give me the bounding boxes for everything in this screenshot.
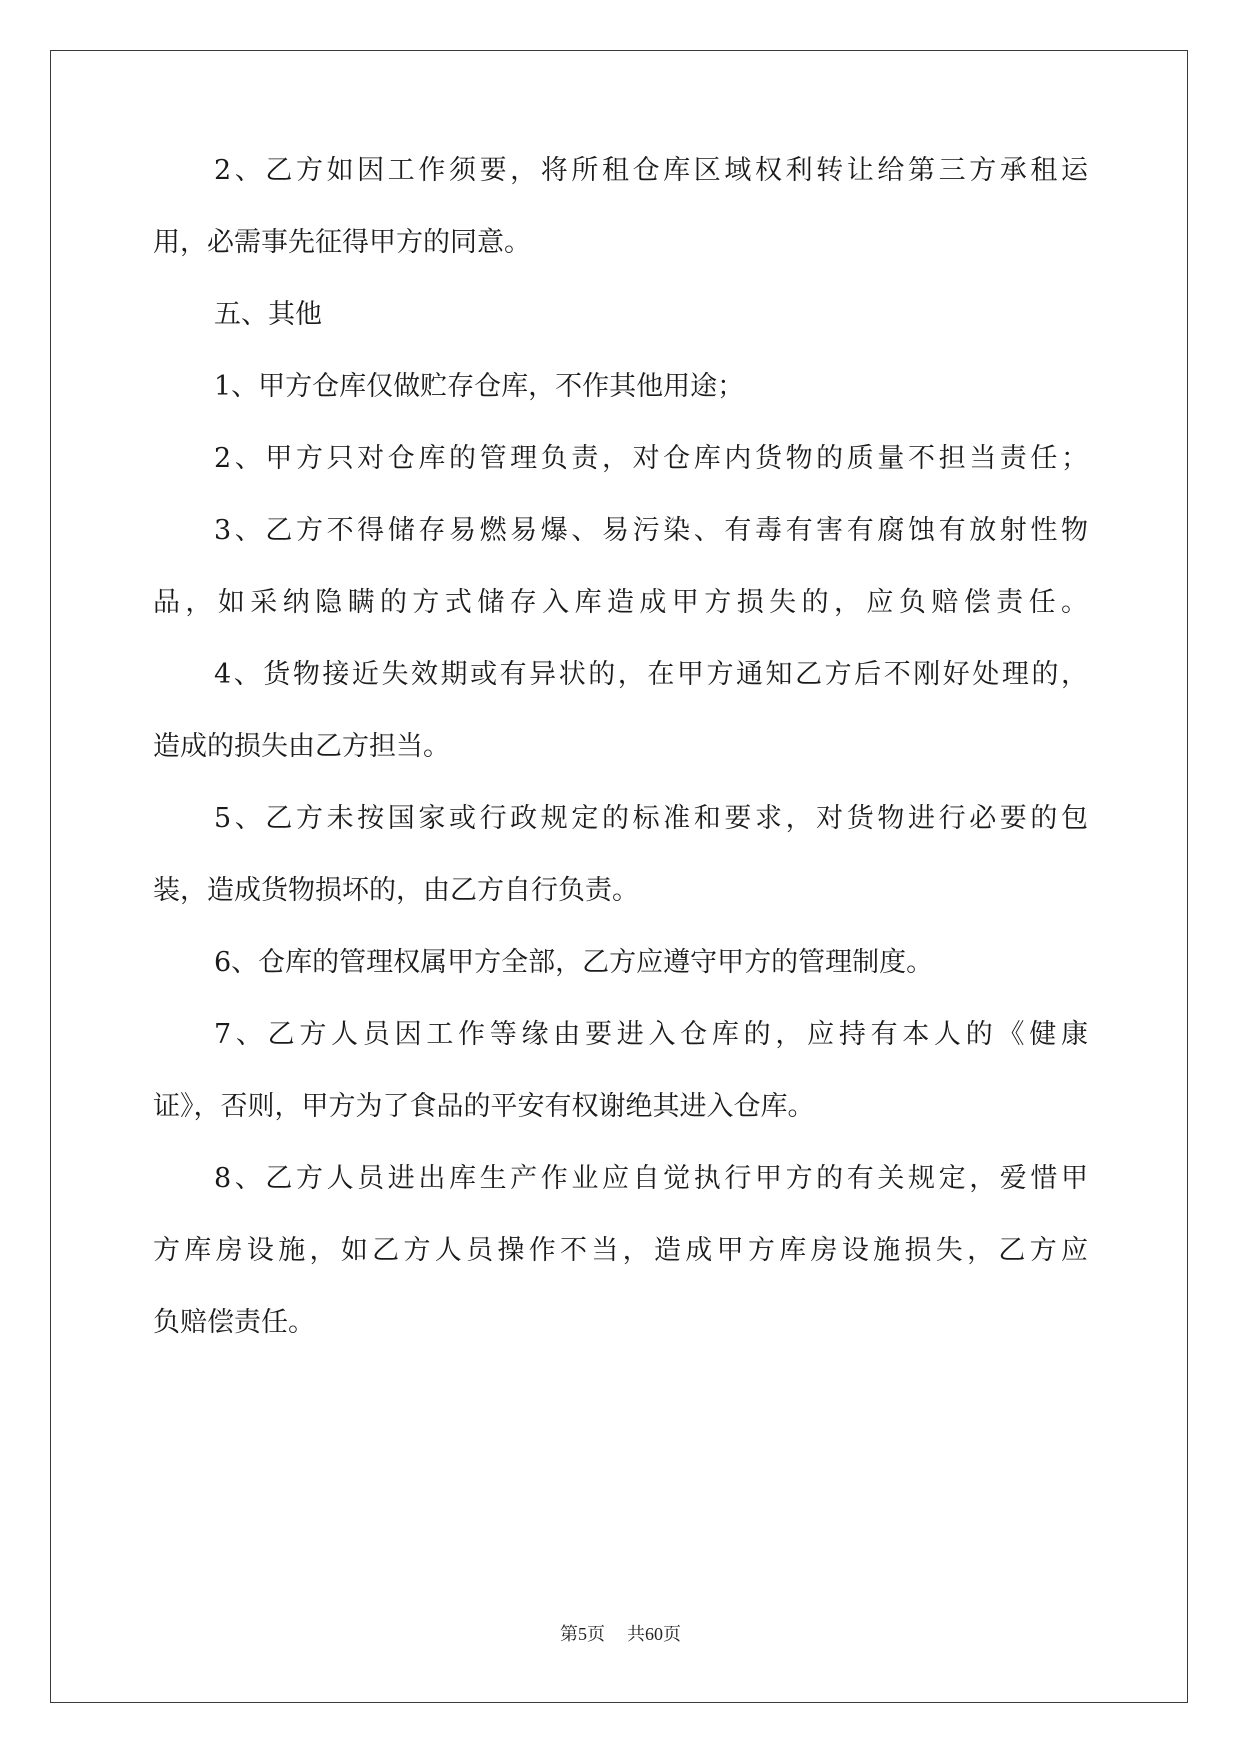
section-heading: 五、其他: [214, 299, 322, 330]
page-footer: [0, 1620, 1241, 1646]
paragraph-line: 7、乙方人员因工作等缘由要进入仓库的，应持有本人的《健康: [214, 1019, 1088, 1050]
paragraph-line: 4、货物接近失效期或有异状的，在甲方通知乙方后不刚好处理的，: [214, 659, 1088, 690]
paragraph-line: 品，如采纳隐瞒的方式储存入库造成甲方损失的，应负赔偿责任。: [153, 587, 1088, 618]
paragraph-line: 6、仓库的管理权属甲方全部，乙方应遵守甲方的管理制度。: [214, 947, 934, 978]
paragraph-line: 1、甲方仓库仅做贮存仓库，不作其他用途；: [214, 371, 745, 402]
paragraph-line: 证》，否则，甲方为了食品的平安有权谢绝其进入仓库。: [153, 1091, 815, 1122]
page-number: 第5页: [560, 1624, 605, 1644]
paragraph-line: 2、乙方如因工作须要，将所租仓库区域权利转让给第三方承租运: [214, 155, 1088, 186]
paragraph-line: 方库房设施，如乙方人员操作不当，造成甲方库房设施损失，乙方应: [153, 1235, 1088, 1266]
paragraph-line: 2、甲方只对仓库的管理负责，对仓库内货物的质量不担当责任；: [214, 443, 1088, 474]
paragraph-line: 负赔偿责任。: [153, 1307, 315, 1338]
page-total: 共60页: [627, 1624, 681, 1644]
paragraph-line: 5、乙方未按国家或行政规定的标准和要求，对货物进行必要的包: [214, 803, 1088, 834]
paragraph-line: 用，必需事先征得甲方的同意。: [153, 227, 531, 258]
paragraph-line: 8、乙方人员进出库生产作业应自觉执行甲方的有关规定，爱惜甲: [214, 1163, 1088, 1194]
paragraph-line: 3、乙方不得储存易燃易爆、易污染、有毒有害有腐蚀有放射性物: [214, 515, 1088, 546]
paragraph-line: 装，造成货物损坏的，由乙方自行负责。: [153, 875, 639, 906]
paragraph-line: 造成的损失由乙方担当。: [153, 731, 450, 762]
